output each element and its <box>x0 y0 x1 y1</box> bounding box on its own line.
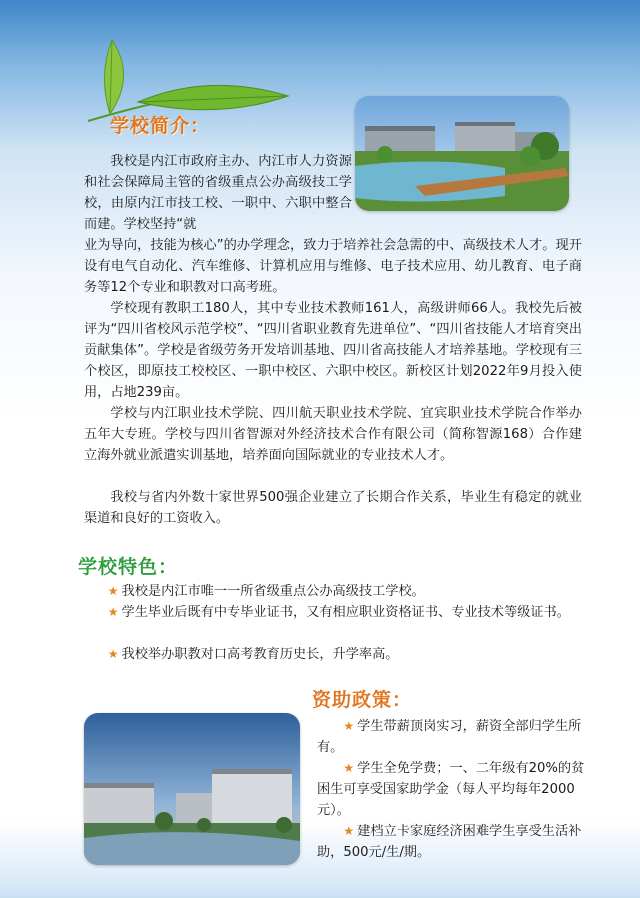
star-icon: ★ <box>107 584 119 598</box>
aid-item <box>317 758 585 821</box>
intro-paragraph-3: 学校与内江职业技术学院、四川航天职业技术学院、宜宾职业技术学院合作举办五年大专班。学校与四川省智源对外经济技术合作有限公司（简称智源168）合作建立海外就业派遣实训基地，培养面向国际就业的专业技术人才。 <box>84 406 582 463</box>
intro-paragraph-1a: 我校是内江市政府主办、内江市人力资源和社会保障局主管的省级重点公办高级技工学校，由原内江市技工校、一职中、六职中整合而建。学校坚持“就 <box>84 154 352 232</box>
aid-text: 建档立卡家庭经济困难学生享受生活补助，500元/生/期。 <box>317 824 582 860</box>
feature-text: 我校是内江市唯一一所省级重点公办高级技工学校。 <box>121 584 425 599</box>
aid-item <box>317 716 585 758</box>
star-icon: ★ <box>107 647 119 661</box>
feature-item <box>84 644 582 665</box>
aid-text: 学生带薪顶岗实习，薪资全部归学生所有。 <box>317 719 582 755</box>
features-heading: 学校特色： <box>78 556 179 578</box>
aid-heading: 资助政策： <box>312 689 413 711</box>
star-icon: ★ <box>343 719 355 733</box>
star-icon: ★ <box>107 605 119 619</box>
campus-photo-bottom <box>84 713 300 865</box>
star-icon: ★ <box>343 824 355 838</box>
intro-paragraph-4: 我校与省内外数十家世界500强企业建立了长期合作关系，毕业生有稳定的就业渠道和良好的工资收入。 <box>84 490 582 526</box>
campus-photo-top <box>355 96 569 211</box>
aid-item <box>317 821 585 863</box>
intro-paragraph-2: 学校现有教职工180人，其中专业技术教师161人，高级讲师66人。我校先后被评为“四川省校风示范学校”、“四川省职业教育先进单位”、“四川省技能人才培育突出贡献集体”。学校是省级劳务开发培训基地、四川省高技能人才培养基地。学校现有三个校区，即原技工校校区、一职中校区、六职中校区。新校区计划2022年9月投入使用，占地239亩。 <box>84 301 582 400</box>
feature-text: 我校举办职教对口高考教育历史长，升学率高。 <box>121 647 399 662</box>
star-icon: ★ <box>343 761 355 775</box>
feature-item <box>84 602 582 623</box>
aid-text: 学生全免学费；一、二年级有20%的贫困生可享受国家助学金（每人平均每年2000元）。 <box>317 761 585 818</box>
feature-item <box>84 581 582 602</box>
intro-heading: 学校简介： <box>110 115 211 137</box>
feature-text: 学生毕业后既有中专毕业证书，又有相应职业资格证书、专业技术等级证书。 <box>121 605 570 620</box>
intro-paragraph-1b: 业为导向，技能为核心”的办学理念，致力于培养社会急需的中、高级技术人才。现开设有电气自动化、汽车维修、计算机应用与维修、电子技术应用、幼儿教育、电子商务等12个专业和职教对口高考班。 <box>84 238 582 295</box>
